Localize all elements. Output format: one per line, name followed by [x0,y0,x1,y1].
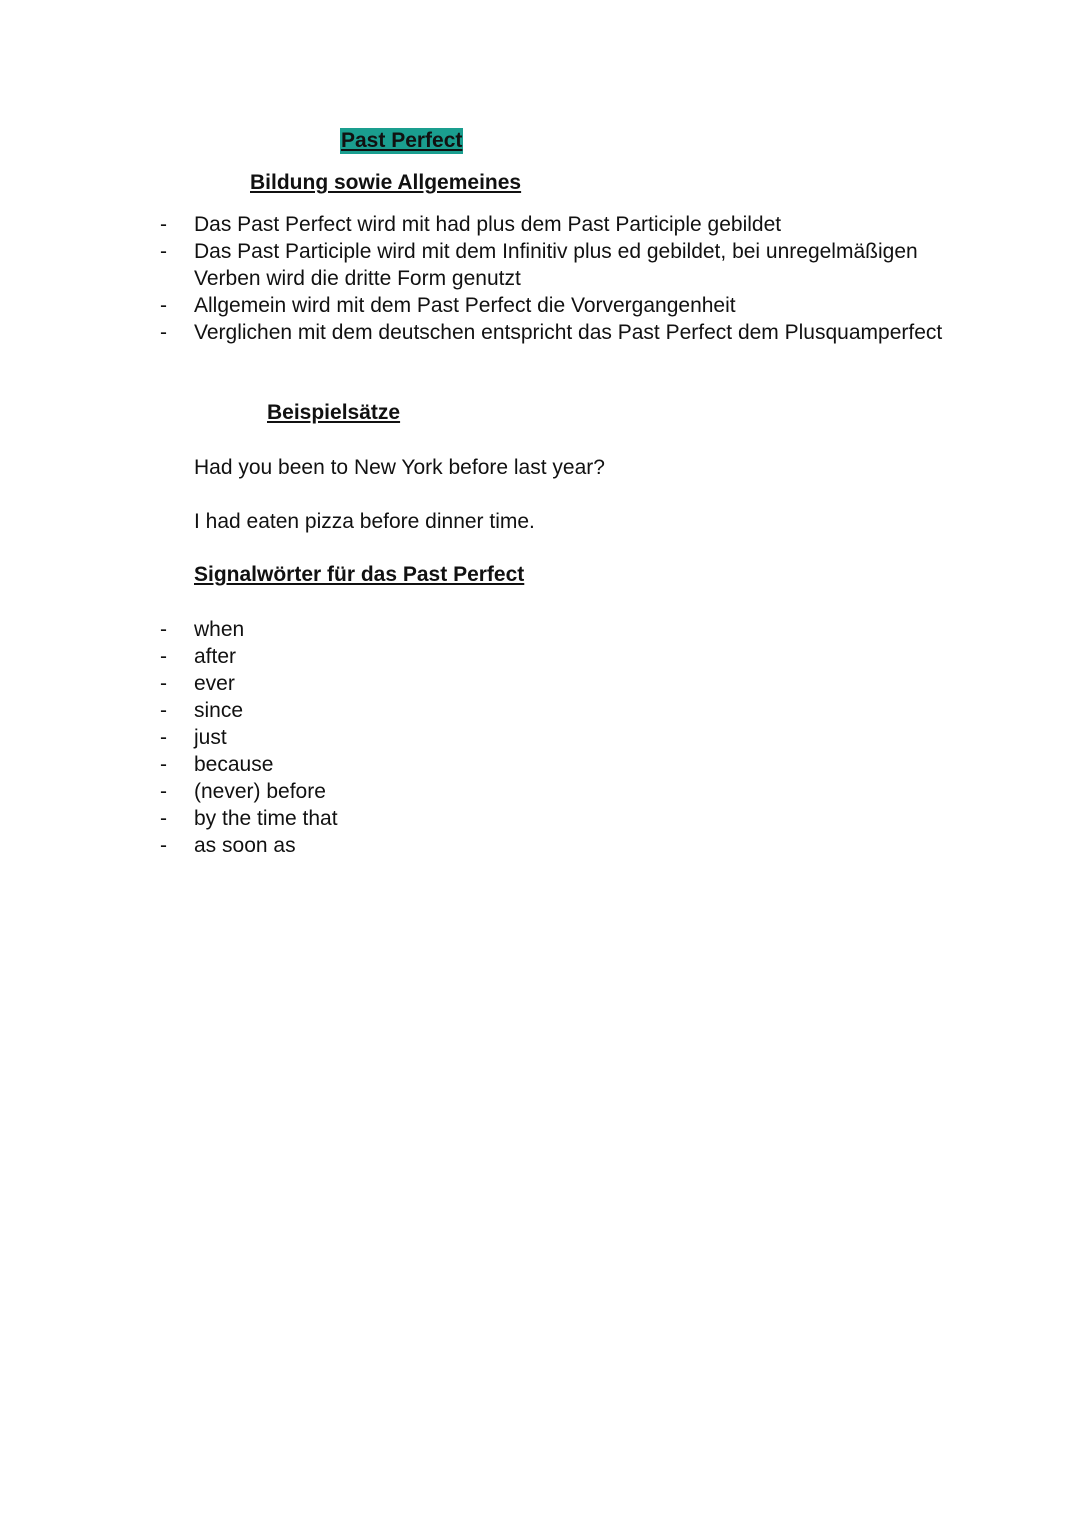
bullet-dash: - [160,726,167,749]
heading-signalwoerter: Signalwörter für das Past Perfect [194,563,525,586]
list-item-text: Das Past Perfect wird mit had plus dem Past Participle gebildet [194,213,782,236]
signal-word: since [194,699,244,722]
list-item [0,238,980,292]
bullet-dash: - [160,780,167,803]
list-item [0,643,1000,670]
signal-word: when [194,618,245,641]
example-sentence-1: Had you been to New York before last year? [194,456,605,479]
example-sentence-2: I had eaten pizza before dinner time. [194,510,535,533]
signal-word: by the time that [194,807,338,830]
list-item [0,751,1000,778]
list-item [0,211,980,238]
heading-beispielsaetze: Beispielsätze [267,401,401,424]
bullet-dash: - [160,645,167,668]
bullet-dash: - [160,834,167,857]
list-item [0,805,1000,832]
bullet-dash: - [160,753,167,776]
bullet-dash: - [160,294,167,317]
list-item [0,616,1000,643]
list-item-text: Allgemein wird mit dem Past Perfect die Vorvergangenheit [194,294,736,317]
list-item [0,319,980,346]
list-item [0,670,1000,697]
bullet-dash: - [160,618,167,641]
signal-word: because [194,753,274,776]
signal-word: ever [194,672,235,695]
signal-words-list [0,616,1000,859]
bullet-dash: - [160,672,167,695]
list-item-text: Verglichen mit dem deutschen entspricht das Past Perfect dem Plusquamperfect [194,321,943,344]
list-item [0,724,1000,751]
list-item [0,697,1000,724]
heading-bildung: Bildung sowie Allgemeines [250,171,522,194]
page-title: Past Perfect [341,129,463,152]
bullet-dash: - [160,213,167,236]
bullet-dash: - [160,807,167,830]
rules-list [0,211,980,346]
signal-word: after [194,645,237,668]
list-item [0,832,1000,859]
signal-word: (never) before [194,780,326,803]
list-item [0,778,1000,805]
list-item [0,292,980,319]
bullet-dash: - [160,240,167,263]
bullet-dash: - [160,321,167,344]
bullet-dash: - [160,699,167,722]
list-item-text: Das Past Participle wird mit dem Infinitiv plus ed gebildet, bei unregelmäßigen Verben wird die dritte Form genutzt [194,240,918,290]
signal-word: just [194,726,227,749]
signal-word: as soon as [194,834,296,857]
